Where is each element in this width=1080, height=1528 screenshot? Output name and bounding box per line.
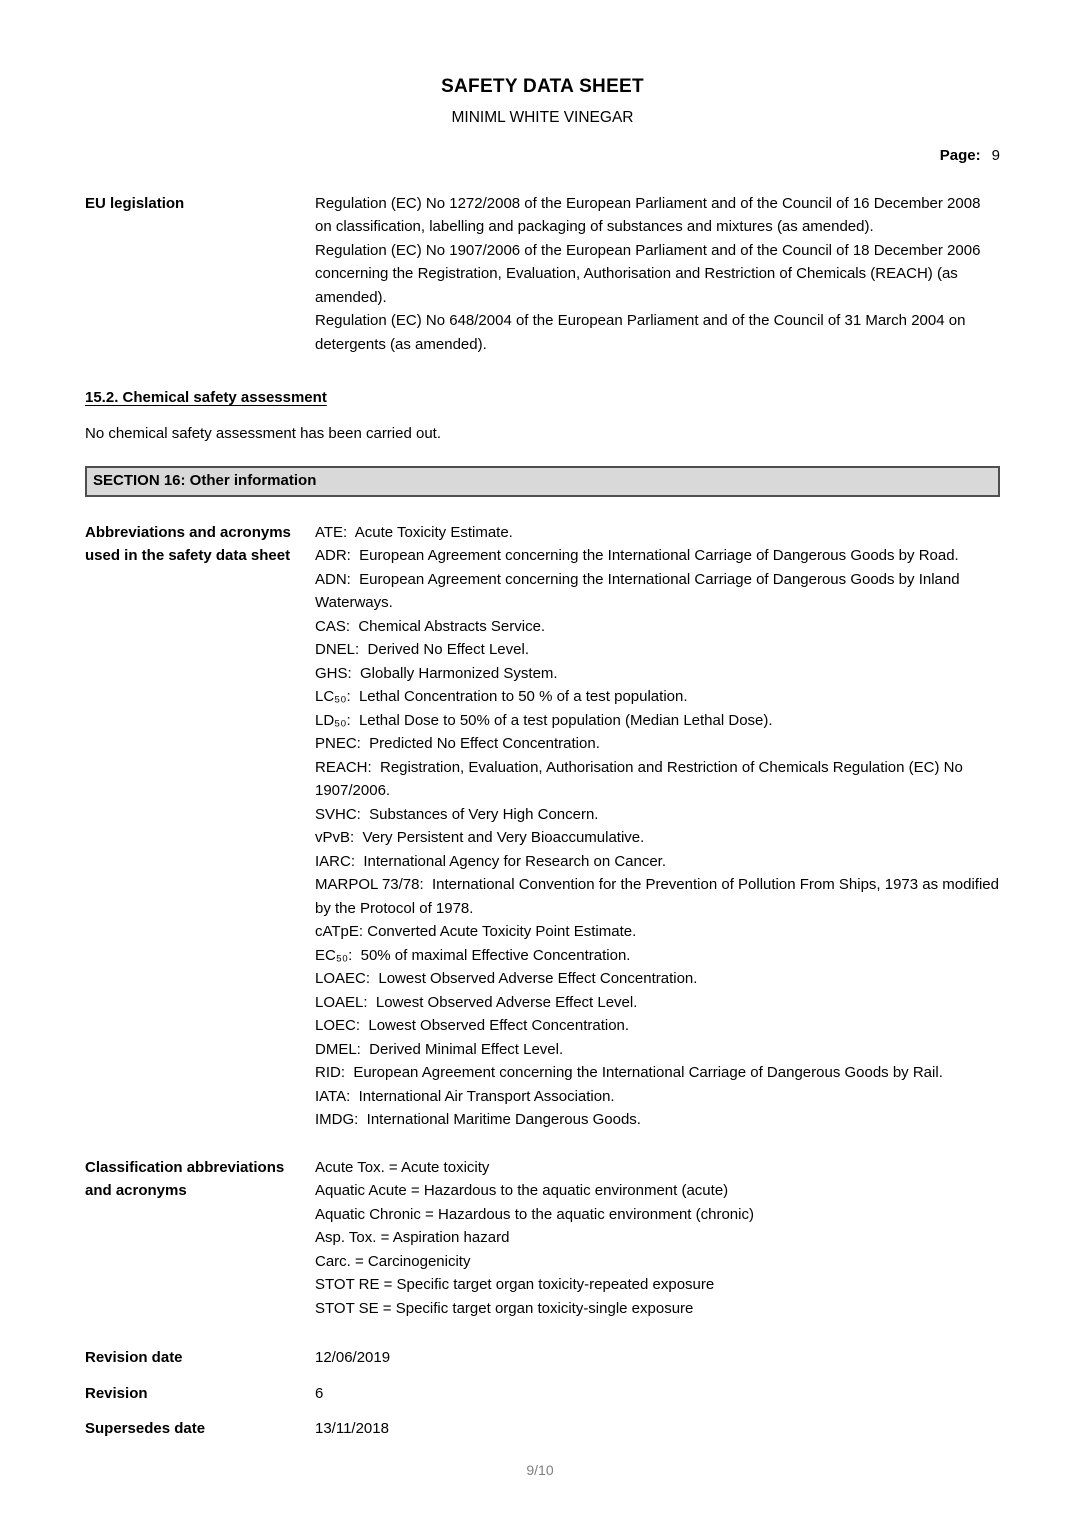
abbreviation-definition: RID: European Agreement concerning the International Carriage of Dangerous Goods by Rail. bbox=[315, 1064, 943, 1081]
eu-legislation-row bbox=[85, 192, 1000, 357]
section-16-header: SECTION 16: Other information bbox=[85, 466, 1000, 497]
abbreviation-definition: IATA: International Air Transport Association. bbox=[315, 1087, 615, 1105]
abbreviation-definition: cATpE: Converted Acute Toxicity Point Estimate. bbox=[315, 923, 637, 940]
eu-legislation-label: EU legislation bbox=[85, 194, 185, 212]
page-footer: 9/10 bbox=[526, 1462, 554, 1478]
abbreviation-definition: ADR: European Agreement concerning the International Carriage of Dangerous Goods by Road. bbox=[315, 547, 959, 564]
page-number: 9 bbox=[991, 147, 1000, 164]
abbreviations-row bbox=[85, 521, 1004, 1132]
classification-definition: STOT SE = Specific target organ toxicity-single exposure bbox=[315, 1299, 694, 1317]
page-indicator bbox=[85, 144, 1000, 168]
abbreviation-definition: DNEL: Derived No Effect Level. bbox=[315, 641, 529, 658]
abbreviation-definition: LOAEL: Lowest Observed Adverse Effect Level. bbox=[315, 993, 638, 1011]
revision-value: 6 bbox=[315, 1384, 324, 1402]
classification-label: Classification abbreviations and acronyms bbox=[85, 1158, 285, 1199]
revision-label: Revision bbox=[85, 1384, 148, 1402]
revision-date-row bbox=[85, 1346, 1000, 1370]
abbreviation-definition: ADN: European Agreement concerning the International Carriage of Dangerous Goods by Inland Waterways. bbox=[315, 570, 964, 611]
abbreviation-definition: EC₅₀: 50% of maximal Effective Concentration. bbox=[315, 946, 631, 964]
classification-definition: Carc. = Carcinogenicity bbox=[315, 1252, 471, 1270]
revision-date-label: Revision date bbox=[85, 1349, 183, 1366]
legislation-paragraph: Regulation (EC) No 1272/2008 of the European Parliament and of the Council of 16 December 2008 on classification, labelling and packaging of substances and mixtures (as amended). bbox=[315, 194, 985, 235]
revision-date-value: 12/06/2019 bbox=[315, 1349, 391, 1366]
abbreviation-definition: GHS: Globally Harmonized System. bbox=[315, 664, 558, 682]
abbreviation-definition: ATE: Acute Toxicity Estimate. bbox=[315, 523, 513, 541]
abbreviation-definition: LD₅₀: Lethal Dose to 50% of a test population (Median Lethal Dose). bbox=[315, 711, 773, 729]
abbreviations-label: Abbreviations and acronyms used in the safety data sheet bbox=[85, 523, 291, 564]
classification-definition: Asp. Tox. = Aspiration hazard bbox=[315, 1229, 510, 1246]
supersedes-date-label: Supersedes date bbox=[85, 1420, 206, 1437]
classification-definition: Acute Tox. = Acute toxicity bbox=[315, 1158, 490, 1176]
abbreviation-definition: SVHC: Substances of Very High Concern. bbox=[315, 805, 599, 823]
abbreviations-value bbox=[315, 521, 1004, 1132]
abbreviation-definition: LOAEC: Lowest Observed Adverse Effect Concentration. bbox=[315, 970, 698, 987]
abbreviation-definition: PNEC: Predicted No Effect Concentration. bbox=[315, 735, 600, 752]
eu-legislation-value bbox=[315, 192, 1000, 357]
supersedes-date-value: 13/11/2018 bbox=[315, 1420, 389, 1437]
supersedes-date-row bbox=[85, 1417, 1000, 1441]
abbreviation-definition: LOEC: Lowest Observed Effect Concentration. bbox=[315, 1017, 630, 1034]
abbreviation-definition: LC₅₀: Lethal Concentration to 50 % of a test population. bbox=[315, 688, 688, 705]
classification-row bbox=[85, 1156, 1000, 1321]
legislation-paragraph: Regulation (EC) No 648/2004 of the European Parliament and of the Council of 31 March 2004 on detergents (as amended). bbox=[315, 312, 970, 353]
classification-definition: Aquatic Acute = Hazardous to the aquatic environment (acute) bbox=[315, 1182, 729, 1199]
page-label: Page: bbox=[939, 147, 981, 164]
abbreviation-definition: CAS: Chemical Abstracts Service. bbox=[315, 617, 546, 635]
classification-definition: STOT RE = Specific target organ toxicity-repeated exposure bbox=[315, 1276, 715, 1293]
classification-definition: Aquatic Chronic = Hazardous to the aquatic environment (chronic) bbox=[315, 1205, 754, 1223]
abbreviation-definition: DMEL: Derived Minimal Effect Level. bbox=[315, 1040, 564, 1058]
classification-value bbox=[315, 1156, 1000, 1321]
document-title: SAFETY DATA SHEET bbox=[441, 76, 644, 97]
abbreviation-definition: MARPOL 73/78: International Convention for the Prevention of Pollution From Ships, 1973 as modified by the Protocol of 1978. bbox=[315, 876, 1004, 917]
abbreviation-definition: IMDG: International Maritime Dangerous Goods. bbox=[315, 1111, 641, 1128]
section-15-2-heading: 15.2. Chemical safety assessment bbox=[85, 389, 327, 406]
legislation-paragraph: Regulation (EC) No 1907/2006 of the European Parliament and of the Council of 18 December 2006 concerning the Registration, Evaluation, Authorisation and Restriction of Chemicals (REACH) (as amended). bbox=[315, 241, 985, 306]
abbreviation-definition: vPvB: Very Persistent and Very Bioaccumulative. bbox=[315, 829, 645, 846]
product-name: MINIML WHITE VINEGAR bbox=[451, 109, 634, 126]
chemical-safety-assessment-text: No chemical safety assessment has been carried out. bbox=[85, 425, 442, 442]
revision-row bbox=[85, 1382, 1000, 1406]
abbreviation-definition: REACH: Registration, Evaluation, Authorisation and Restriction of Chemicals Regulation (EC) No 1907/2006. bbox=[315, 758, 967, 799]
abbreviation-definition: IARC: International Agency for Research on Cancer. bbox=[315, 852, 667, 870]
